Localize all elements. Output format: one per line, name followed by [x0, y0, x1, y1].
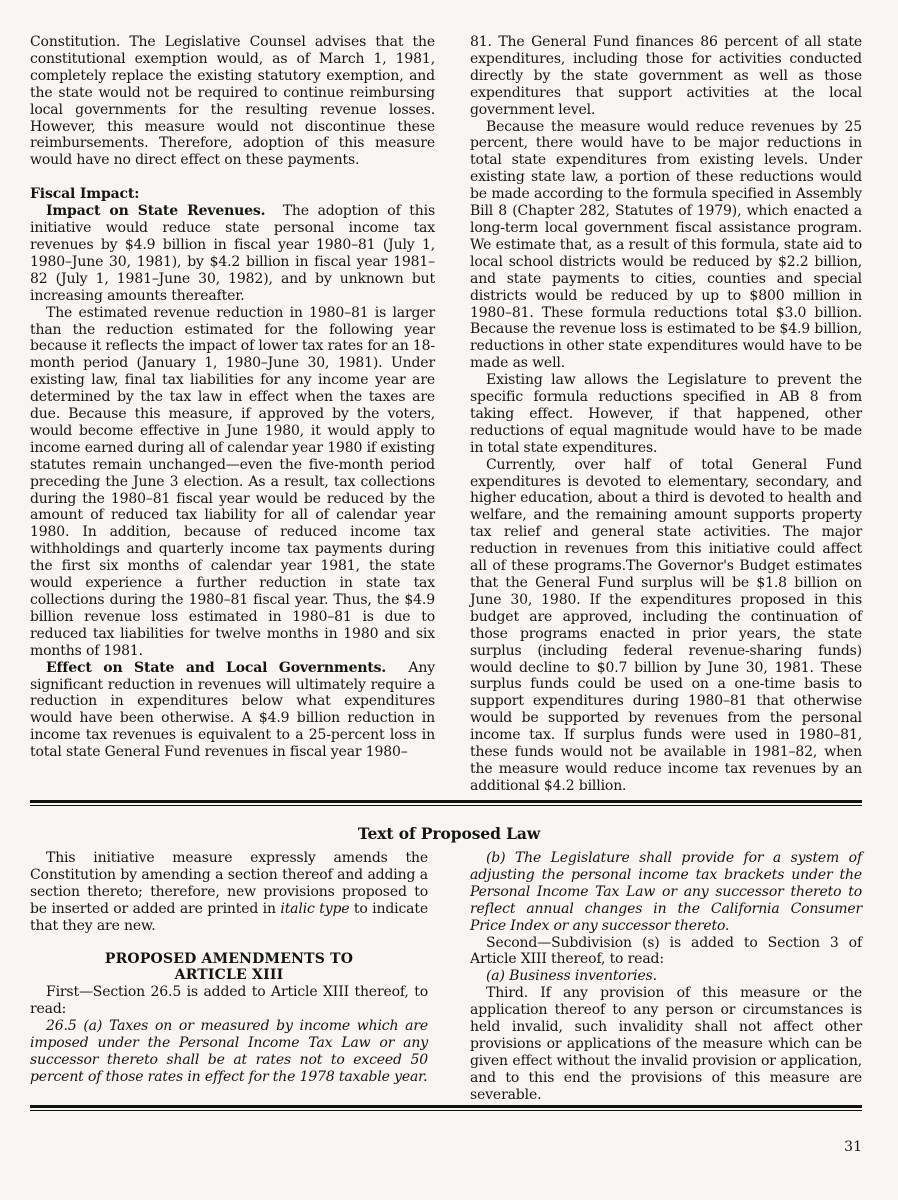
paragraph-reduce-revenues: Because the measure would reduce revenues by 25 percent, there would have to be major reductions in total state expenditures from existing levels. Under existing state law, a portion of these reductions would be made according to the formula specified in Assembly Bill 8 (Chapter 282, Statutes of 1979), which enacted a long-term local government fiscal assistance program. We estimate that, as a result of this formula, state aid to local school districts would be reduced by $2.2 billion, and state payments to cities, counties and special districts would be reduced by up to $800 million in 1980–81. These formula reductions total $3.0 billion. Because the revenue loss is estimated to be $4.9 billion, reductions in other state expenditures would have to be made as well. — [470, 118, 862, 372]
section-rule-top-thin — [30, 805, 862, 806]
section-rule-bottom-thin — [30, 1110, 862, 1111]
law-intro-italic: italic type — [280, 900, 350, 917]
paragraph-effect — [30, 660, 435, 761]
fiscal-impact-heading: Fiscal Impact: — [30, 186, 140, 203]
paragraph-currently: Currently, over half of total General Fund expenditures is devoted to elementary, secondary, and higher education, about a third is devoted to health and welfare, and the remaining amount supports property tax relief and general state activities. The major reduction in revenues from this initiative could affect all of these programs.The Governor's Budget estimates that the General Fund surplus will be $1.8 billion on June 30, 1980. If the expenditures proposed in this budget are approved, including the continuation of those programs enacted in prior years, the state surplus (including federal revenue-sharing funds) would decline to $0.7 billion by June 30, 1981. These surplus funds could be used on a one-time basis to support expenditures during 1980–81 that otherwise would be supported by revenues from the personal income tax. If surplus funds were used in 1980–81, these funds would not be available in 1981–82, when the measure would reduce income tax revenues by an additional $4.2 billion. — [470, 456, 862, 794]
page-number: 31 — [844, 1139, 862, 1155]
state-revenues-text: The adoption of this initiative would reduce state personal income tax revenues by $4.9 billion in fiscal year 1980–81 (July 1, 1980–June 30, 1981), by $4.2 billion in fiscal year 1981–82 (July 1, 1981–June 30, 1982), and by unknown but increasing amounts thereafter. — [30, 203, 435, 304]
paragraph-constitution: Constitution. The Legislative Counsel advises that the constitutional exemption would, as of March 1, 1981, completely replace the existing statutory exemption, and the state would not be required to continue reimbursing local governments for the resulting revenue losses. However, this measure would not discontinue these reimbursements. Therefore, adoption of this measure would have no direct effect on these payments. — [30, 34, 435, 169]
column-top-left — [30, 34, 435, 761]
paragraph-estimated-reduction: The estimated revenue reduction in 1980–81 is larger than the reduction estimated for the following year because it reflects the impact of lower tax rates for an 18-month period (January 1, 1980–June 30, 1981). Under existing law, final tax liabilities for any income year are determined by the tax law in effect when the taxes are due. Because this measure, if approved by the voters, would become effective in June 1980, it would apply to income earned during all of calendar year 1980 if existing statutes remain unchanged—even the five-month period preceding the June 3 election. As a result, tax collections during the 1980–81 fiscal year would be reduced by the amount of reduced tax liability for all of calendar year 1980. In addition, because of reduced income tax withholdings and quarterly income tax payments during the first six months of calendar year 1981, the state would experience a further reduction in state tax collections during the 1980–81 fiscal year. Thus, the $4.9 billion revenue loss estimated in 1980–81 is due to reduced tax liabilities for twelve months in 1980 and six months of 1981. — [30, 304, 435, 659]
paragraph-state-revenues — [30, 203, 435, 304]
paragraph-first: First—Section 26.5 is added to Article XIII thereof, to read: — [30, 984, 428, 1018]
paragraph-existing-law: Existing law allows the Legislature to prevent the specific formula reductions specified in AB 8 from taking effect. However, if that happened, other reductions of equal magnitude would have to be made in total state expenditures. — [470, 372, 862, 456]
column-bottom-left — [30, 850, 428, 1086]
section-rule-top — [30, 800, 862, 803]
paragraph-third: Third. If any provision of this measure or the application thereof to any person or circumstances is held invalid, such invalidity shall not affect other provisions or applications of the measure which can be given effect without the invalid provision or application, and to this end the provisions of this measure are severable. — [470, 985, 862, 1103]
amendments-heading — [30, 951, 428, 985]
paragraph-business-inventories: (a) Business inventories. — [486, 968, 657, 985]
effect-text: Any significant reduction in revenues will ultimately require a reduction in expenditures below what expenditures would have been otherwise. A $4.9 billion reduction in income tax revenues is equivalent to a 25-percent loss in total state General Fund revenues in fiscal year 1980– — [30, 659, 435, 761]
column-bottom-right — [470, 850, 862, 1104]
proposed-law-title: Text of Proposed Law — [357, 824, 541, 843]
paragraph-second: Second—Subdivision (s) is added to Section 3 of Article XIII thereof, to read: — [470, 934, 862, 968]
column-top-right — [470, 34, 862, 795]
paragraph-law-intro — [30, 850, 428, 935]
amendments-heading-line1: PROPOSED AMENDMENTS TO — [104, 950, 354, 967]
paragraph-general-fund: 81. The General Fund finances 86 percent of all state expenditures, including those for activities conducted directly by the state government as well as those expenditures that support activities at the local government level. — [470, 34, 862, 118]
effect-lead: Effect on State and Local Governments. — [46, 659, 387, 676]
paragraph-section-26-5: 26.5 (a) Taxes on or measured by income which are imposed under the Personal Income Tax Law or any successor thereto shall be at rates not to exceed 50 percent of those rates in effect for the 1978 taxable year. — [30, 1018, 428, 1085]
amendments-heading-line2: ARTICLE XIII — [174, 967, 284, 984]
law-intro-b: to indicate that they are new. — [30, 900, 428, 934]
paragraph-section-b: (b) The Legislature shall provide for a system of adjusting the personal income tax brackets under the Personal Income Tax Law or any successor thereto to reflect annual changes in the California Consumer Price Index or any successor thereto. — [470, 850, 862, 934]
law-intro-a: This initiative measure expressly amends the Constitution by amending a section thereof and adding a section thereto; therefore, new provisions proposed to be inserted or added are printed in — [30, 850, 428, 917]
section-rule-bottom — [30, 1105, 862, 1108]
state-revenues-lead: Impact on State Revenues. — [46, 203, 266, 220]
